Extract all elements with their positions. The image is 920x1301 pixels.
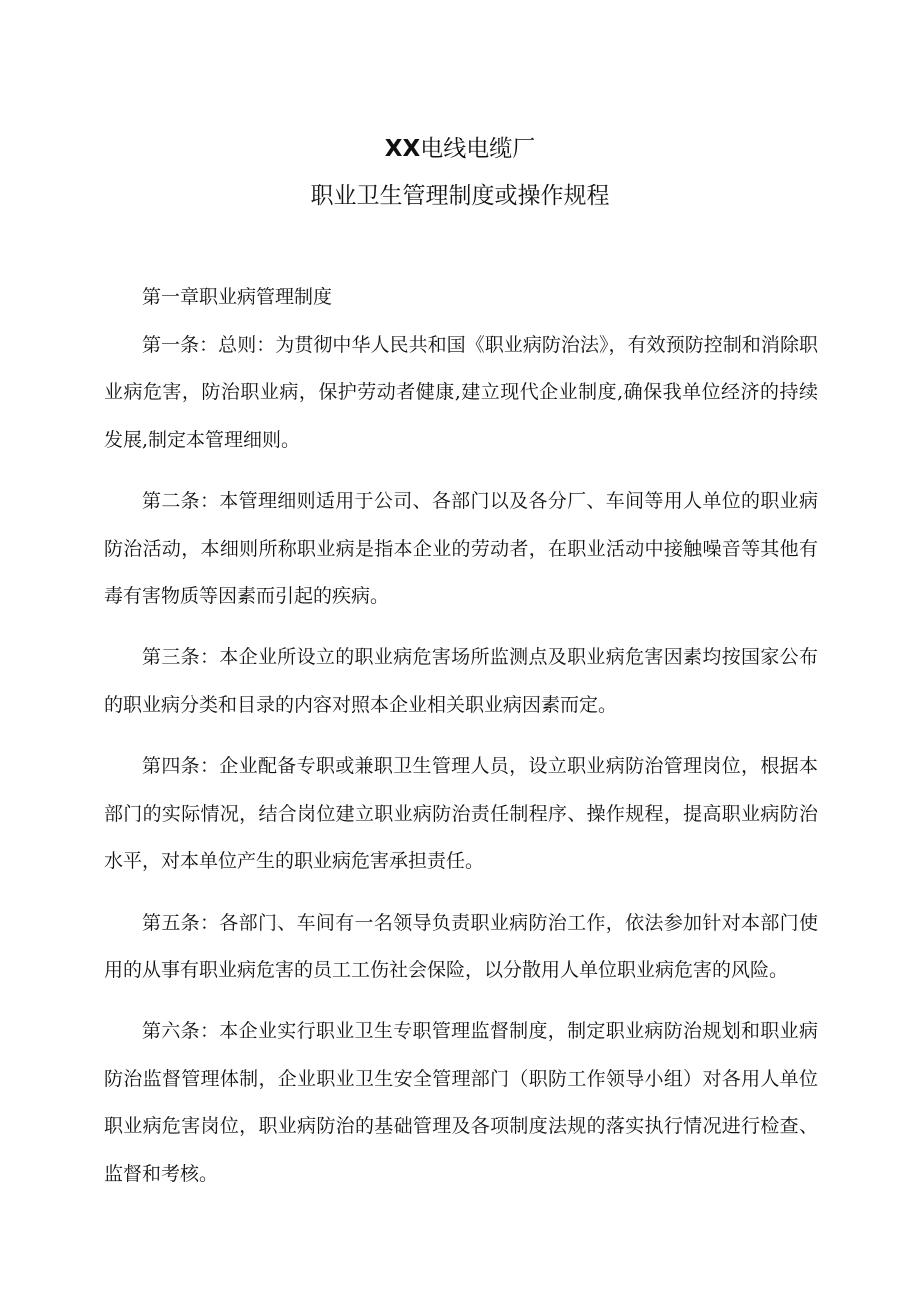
article-6: 第六条：本企业实行职业卫生专职管理监督制度，制定职业病防治规划和职业病防治监督管理体制，企业职业卫生安全管理部门（职防工作领导小组）对各用人单位职业病危害岗位，职业病防治的基础管理及各项制度法规的落实执行情况进行检查、监督和考核。 (104, 1020, 818, 1186)
article-1: 第一条：总则：为贯彻中华人民共和国《职业病防治法》，有效预防控制和消除职业病危害，防治职业病，保护劳动者健康,建立现代企业制度,确保我单位经济的持续发展,制定本管理细则。 (104, 333, 818, 451)
company-prefix: XX (384, 136, 421, 162)
document-body (104, 274, 818, 1212)
company-title (0, 132, 920, 166)
chapter-heading: 第一章职业病管理制度 (142, 286, 333, 308)
article-5: 第五条：各部门、车间有一名领导负责职业病防治工作，依法参加针对本部门使用的从事有职业病危害的员工工伤社会保险，以分散用人单位职业病危害的风险。 (104, 911, 818, 982)
article-2: 第二条：本管理细则适用于公司、各部门以及各分厂、车间等用人单位的职业病防治活动，本细则所称职业病是指本企业的劳动者，在职业活动中接触噪音等其他有毒有害物质等因素而引起的疾病。 (104, 489, 818, 608)
article-4: 第四条：企业配备专职或兼职卫生管理人员，设立职业病防治管理岗位，根据本部门的实际情况，结合岗位建立职业病防治责任制程序、操作规程，提高职业病防治水平，对本单位产生的职业病危害承担责任。 (104, 755, 818, 873)
article-3: 第三条：本企业所设立的职业病危害场所监测点及职业病危害因素均按国家公布的职业病分类和目录的内容对照本企业相关职业病因素而定。 (104, 646, 818, 716)
company-name: 电线电缆厂 (420, 136, 536, 162)
document-title: 职业卫生管理制度或操作规程 (310, 183, 610, 209)
